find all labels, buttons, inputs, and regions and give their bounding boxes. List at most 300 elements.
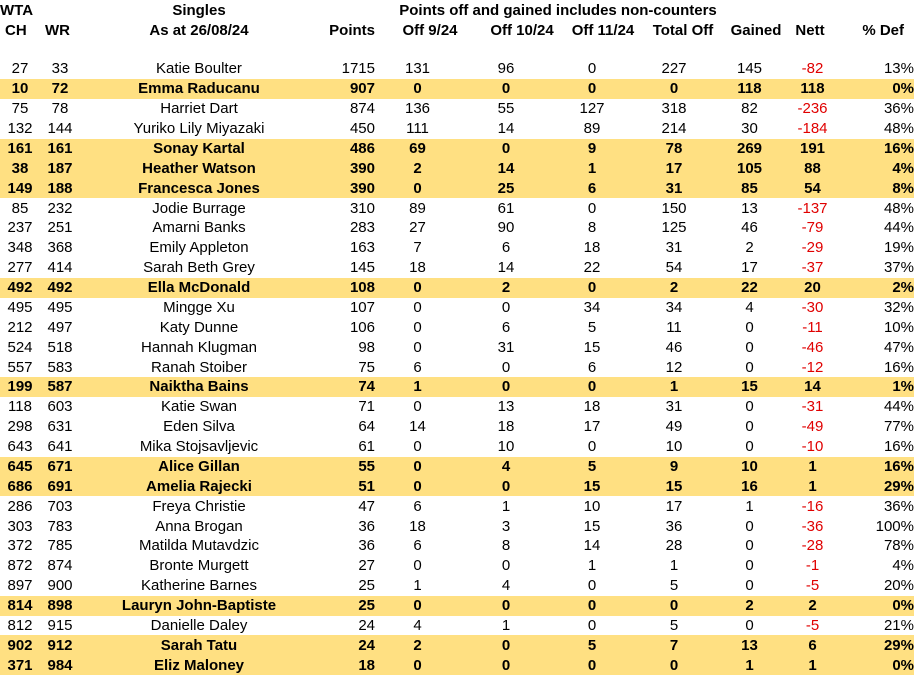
ch-cell: 38	[0, 158, 40, 178]
table-row	[0, 139, 914, 159]
points-cell: 24	[318, 635, 375, 655]
off-10-24-cell: 13	[497, 398, 515, 416]
player-name: Katie Swan	[161, 398, 237, 416]
table-row	[0, 99, 914, 119]
table-row	[0, 536, 914, 556]
player-name: Harriet Dart	[160, 100, 238, 118]
nett-cell: 20	[783, 278, 842, 298]
nett-cell: 118	[783, 79, 842, 99]
off-11-24-cell: 0	[552, 596, 632, 616]
off-9-24-cell: 0	[413, 318, 422, 336]
off-11-24-cell: 34	[583, 298, 601, 316]
off-9-24-cell: 0	[375, 79, 460, 99]
pct-def-cell: 29%	[842, 476, 914, 496]
off-11-24-cell: 0	[587, 616, 597, 634]
gained-cell: 0	[745, 318, 754, 336]
points-cell: 390	[318, 178, 375, 198]
pct-def-cell: 48%	[883, 199, 914, 217]
pct-def-cell: 20%	[883, 577, 914, 595]
gained-cell: 15	[716, 377, 783, 397]
off-10-24-cell: 6	[501, 318, 511, 336]
player-name: Hannah Klugman	[141, 338, 257, 356]
off-9-24-cell: 18	[409, 259, 426, 277]
nett-cell: -28	[801, 537, 824, 555]
pct-def-cell: 16%	[842, 139, 914, 159]
off-11-24-cell: 9	[552, 139, 632, 159]
off-11-24-cell: 14	[583, 537, 601, 555]
player-name: Naiktha Bains	[80, 377, 318, 397]
ch-cell: 872	[7, 557, 33, 575]
table-row	[0, 178, 914, 198]
player-name: Mingge Xu	[163, 298, 235, 316]
ch-cell: 348	[7, 239, 33, 257]
wr-cell: 518	[47, 338, 73, 356]
header-wr: WR	[45, 22, 70, 39]
table-row	[0, 218, 914, 238]
off-9-24-cell: 27	[409, 219, 426, 237]
off-11-24-cell: 1	[587, 557, 597, 575]
points-cell: 98	[358, 338, 375, 356]
nett-cell: -29	[801, 239, 824, 257]
total-off-cell: 5	[669, 577, 679, 595]
points-cell: 47	[358, 497, 375, 515]
off-11-24-cell: 5	[552, 457, 632, 477]
table-row	[0, 79, 914, 99]
pct-def-cell: 19%	[883, 239, 914, 257]
off-10-24-cell: 18	[497, 418, 515, 436]
off-9-24-cell: 6	[413, 497, 422, 515]
wr-cell: 583	[47, 358, 73, 376]
header-pct-def: % Def	[862, 22, 904, 39]
total-off-cell: 46	[665, 338, 683, 356]
off-10-24-cell: 0	[460, 635, 552, 655]
ch-cell: 495	[7, 298, 33, 316]
off-10-24-cell: 10	[497, 438, 515, 456]
off-10-24-cell: 2	[460, 278, 552, 298]
off-10-24-cell: 3	[501, 517, 511, 535]
points-cell: 107	[349, 298, 375, 316]
points-cell: 64	[358, 418, 375, 436]
table-row	[0, 238, 914, 258]
off-10-24-cell: 90	[497, 219, 515, 237]
table-row	[0, 357, 914, 377]
off-11-24-cell: 6	[587, 358, 597, 376]
ch-cell: 10	[0, 79, 40, 99]
ch-cell: 118	[8, 398, 32, 416]
points-cell: 75	[358, 358, 375, 376]
off-10-24-cell: 0	[460, 79, 552, 99]
gained-cell: 4	[745, 298, 754, 316]
player-name: Emily Appleton	[149, 239, 249, 257]
points-cell: 36	[358, 517, 375, 535]
header-gained: Gained	[730, 22, 782, 39]
wr-cell: 874	[47, 557, 73, 575]
ch-cell: 85	[11, 199, 29, 217]
off-9-24-cell: 0	[375, 457, 460, 477]
ch-cell: 277	[7, 259, 33, 277]
off-11-24-cell: 8	[587, 219, 597, 237]
wr-cell: 898	[40, 596, 80, 616]
points-cell: 24	[358, 616, 375, 634]
nett-cell: 54	[783, 178, 842, 198]
wr-cell: 641	[47, 438, 73, 456]
pct-def-cell: 16%	[883, 438, 914, 456]
player-name: Sarah Beth Grey	[143, 259, 255, 277]
total-off-cell: 5	[669, 616, 679, 634]
table-row	[0, 655, 914, 675]
gained-cell: 1	[716, 655, 783, 675]
wr-cell: 251	[47, 219, 73, 237]
off-11-24-cell: 18	[583, 239, 601, 257]
wr-cell: 368	[47, 239, 73, 257]
ch-cell: 212	[7, 318, 33, 336]
header-off-9-24: Off 9/24	[402, 22, 458, 39]
off-11-24-cell: 0	[587, 577, 597, 595]
wr-cell: 414	[47, 259, 73, 277]
off-11-24-cell: 0	[552, 377, 632, 397]
table-row	[0, 278, 914, 298]
table-row	[0, 616, 914, 636]
table-row	[0, 298, 914, 318]
points-cell: 18	[318, 655, 375, 675]
off-11-24-cell: 0	[587, 60, 597, 78]
off-11-24-cell: 15	[552, 476, 632, 496]
off-10-24-cell: 0	[460, 655, 552, 675]
wr-cell: 587	[40, 377, 80, 397]
gained-cell: 0	[745, 517, 754, 535]
header-ch: CH	[5, 22, 27, 39]
off-10-24-cell: 0	[501, 298, 511, 316]
total-off-cell: 54	[665, 259, 683, 277]
points-cell: 450	[349, 120, 375, 138]
total-off-cell: 10	[665, 438, 683, 456]
player-name: Mika Stojsavljevic	[139, 438, 259, 456]
gained-cell: 10	[716, 457, 783, 477]
nett-cell: -46	[801, 338, 824, 356]
gained-cell: 30	[741, 120, 758, 138]
total-off-cell: 125	[661, 219, 687, 237]
total-off-cell: 0	[632, 596, 716, 616]
wr-cell: 785	[47, 537, 73, 555]
header-off-11-24: Off 11/24	[571, 22, 635, 39]
table-row	[0, 337, 914, 357]
nett-cell: -49	[801, 418, 824, 436]
gained-cell: 269	[716, 139, 783, 159]
pct-def-cell: 2%	[842, 278, 914, 298]
table-row	[0, 635, 914, 655]
off-10-24-cell: 6	[501, 239, 511, 257]
rankings-rows	[0, 59, 914, 675]
gained-cell: 2	[745, 239, 754, 257]
off-11-24-cell: 15	[583, 517, 601, 535]
player-name: Eden Silva	[163, 418, 235, 436]
ch-cell: 524	[7, 338, 33, 356]
ch-cell: 902	[0, 635, 40, 655]
pct-def-cell: 21%	[883, 616, 914, 634]
off-11-24-cell: 5	[587, 318, 597, 336]
player-name: Heather Watson	[80, 158, 318, 178]
nett-cell: -79	[801, 219, 824, 237]
player-name: Amelia Rajecki	[80, 476, 318, 496]
gained-cell: 0	[745, 358, 754, 376]
pct-def-cell: 4%	[842, 158, 914, 178]
off-10-24-cell: 0	[460, 596, 552, 616]
header-points: Points	[329, 22, 375, 39]
points-cell: 163	[349, 239, 375, 257]
off-10-24-cell: 8	[501, 537, 511, 555]
total-off-cell: 214	[661, 120, 687, 138]
wr-cell: 144	[47, 120, 73, 138]
gained-cell: 0	[745, 398, 754, 416]
off-11-24-cell: 0	[552, 278, 632, 298]
pct-def-cell: 37%	[883, 259, 914, 277]
gained-cell: 0	[745, 438, 754, 456]
points-cell: 36	[358, 537, 375, 555]
pct-def-cell: 36%	[883, 497, 914, 515]
pct-def-cell: 44%	[883, 219, 914, 237]
gained-cell: 0	[745, 338, 754, 356]
gained-cell: 145	[736, 60, 763, 78]
player-name: Lauryn John-Baptiste	[80, 596, 318, 616]
table-row	[0, 437, 914, 457]
gained-cell: 0	[745, 557, 754, 575]
points-cell: 283	[349, 219, 375, 237]
table-row	[0, 417, 914, 437]
off-10-24-cell: 0	[501, 358, 511, 376]
off-10-24-cell: 4	[460, 457, 552, 477]
ch-cell: 199	[0, 377, 40, 397]
off-9-24-cell: 0	[413, 557, 422, 575]
wr-cell: 603	[47, 398, 73, 416]
wr-cell: 915	[47, 616, 73, 634]
total-off-cell: 1	[669, 557, 679, 575]
total-off-cell: 1	[632, 377, 716, 397]
gained-cell: 13	[716, 635, 783, 655]
points-cell: 25	[318, 596, 375, 616]
nett-cell: -30	[801, 298, 824, 316]
table-row	[0, 158, 914, 178]
nett-cell: -37	[801, 259, 824, 277]
off-10-24-cell: 4	[501, 577, 511, 595]
ch-cell: 645	[0, 457, 40, 477]
points-cell: 55	[318, 457, 375, 477]
off-10-24-cell: 55	[497, 100, 515, 118]
off-11-24-cell: 0	[552, 655, 632, 675]
player-name: Eliz Maloney	[80, 655, 318, 675]
off-10-24-cell: 61	[497, 199, 515, 217]
player-name: Katie Boulter	[156, 60, 242, 78]
wr-cell: 161	[40, 139, 80, 159]
off-9-24-cell: 1	[413, 577, 422, 595]
points-cell: 71	[358, 398, 375, 416]
off-10-24-cell: 0	[460, 139, 552, 159]
off-9-24-cell: 6	[413, 537, 422, 555]
table-row	[0, 198, 914, 218]
ch-cell: 812	[7, 616, 33, 634]
off-10-24-cell: 14	[460, 158, 552, 178]
off-10-24-cell: 25	[460, 178, 552, 198]
off-10-24-cell: 0	[501, 557, 511, 575]
player-name: Danielle Daley	[150, 616, 248, 634]
nett-cell: -5	[805, 577, 820, 595]
ch-cell: 557	[7, 358, 33, 376]
wr-cell: 691	[40, 476, 80, 496]
rankings-table	[0, 59, 914, 675]
off-11-24-cell: 127	[579, 100, 605, 118]
total-off-cell: 9	[632, 457, 716, 477]
nett-cell: -36	[801, 517, 824, 535]
ch-cell: 897	[7, 577, 33, 595]
player-name: Sarah Tatu	[80, 635, 318, 655]
table-row	[0, 596, 914, 616]
gained-cell: 13	[741, 199, 758, 217]
points-cell: 310	[349, 199, 375, 217]
table-row	[0, 516, 914, 536]
total-off-cell: 17	[632, 158, 716, 178]
off-9-24-cell: 89	[409, 199, 426, 217]
off-11-24-cell: 10	[583, 497, 601, 515]
wr-cell: 72	[40, 79, 80, 99]
pct-def-cell: 16%	[842, 457, 914, 477]
nett-cell: -184	[797, 120, 828, 138]
off-11-24-cell: 0	[587, 199, 597, 217]
gained-cell: 0	[745, 537, 754, 555]
ch-cell: 814	[0, 596, 40, 616]
points-cell: 145	[349, 259, 375, 277]
gained-cell: 82	[741, 100, 758, 118]
gained-cell: 118	[716, 79, 783, 99]
player-name: Jodie Burrage	[152, 199, 246, 217]
nett-cell: 1	[783, 655, 842, 675]
off-10-24-cell: 14	[497, 259, 515, 277]
player-name: Katherine Barnes	[141, 577, 257, 595]
total-off-cell: 36	[665, 517, 683, 535]
off-11-24-cell: 15	[583, 338, 601, 356]
nett-cell: 1	[783, 457, 842, 477]
nett-cell: -5	[805, 616, 820, 634]
player-name: Amarni Banks	[152, 219, 246, 237]
pct-def-cell: 29%	[842, 635, 914, 655]
off-9-24-cell: 0	[413, 398, 422, 416]
gained-cell: 46	[741, 219, 758, 237]
points-cell: 25	[358, 577, 375, 595]
total-off-cell: 31	[665, 398, 683, 416]
header-as-at: As at 26/08/24	[149, 22, 249, 39]
pct-def-cell: 16%	[883, 358, 914, 376]
total-off-cell: 17	[665, 497, 683, 515]
wr-cell: 492	[40, 278, 80, 298]
off-9-24-cell: 4	[413, 616, 422, 634]
pct-def-cell: 32%	[883, 298, 914, 316]
off-10-24-cell: 1	[501, 497, 511, 515]
off-10-24-cell: 14	[497, 120, 515, 138]
total-off-cell: 150	[661, 199, 687, 217]
points-cell: 106	[349, 318, 375, 336]
gained-cell: 0	[745, 616, 754, 634]
nett-cell: -16	[801, 497, 824, 515]
off-9-24-cell: 0	[413, 438, 422, 456]
off-11-24-cell: 18	[583, 398, 601, 416]
wr-cell: 912	[40, 635, 80, 655]
wr-cell: 984	[40, 655, 80, 675]
nett-cell: -10	[801, 438, 824, 456]
player-name: Emma Raducanu	[80, 79, 318, 99]
ch-cell: 372	[7, 537, 33, 555]
ch-cell: 132	[7, 120, 33, 138]
header-wta: WTA	[0, 2, 34, 19]
wr-cell: 232	[47, 199, 73, 217]
pct-def-cell: 0%	[842, 79, 914, 99]
off-10-24-cell: 0	[460, 377, 552, 397]
player-name: Alice Gillan	[80, 457, 318, 477]
table-row	[0, 476, 914, 496]
gained-cell: 1	[745, 497, 754, 515]
nett-cell: -31	[801, 398, 824, 416]
wr-cell: 188	[40, 178, 80, 198]
gained-cell: 17	[741, 259, 758, 277]
off-9-24-cell: 0	[375, 278, 460, 298]
total-off-cell: 28	[665, 537, 683, 555]
nett-cell: -137	[797, 199, 828, 217]
pct-def-cell: 0%	[842, 655, 914, 675]
off-9-24-cell: 1	[375, 377, 460, 397]
nett-cell: 14	[783, 377, 842, 397]
nett-cell: 2	[783, 596, 842, 616]
off-9-24-cell: 2	[375, 635, 460, 655]
off-10-24-cell: 96	[497, 60, 515, 78]
off-9-24-cell: 0	[375, 476, 460, 496]
pct-def-cell: 10%	[883, 318, 914, 336]
off-11-24-cell: 0	[552, 79, 632, 99]
table-row	[0, 457, 914, 477]
ch-cell: 492	[0, 278, 40, 298]
pct-def-cell: 47%	[883, 338, 914, 356]
wr-cell: 783	[47, 517, 73, 535]
points-cell: 61	[358, 438, 375, 456]
total-off-cell: 31	[632, 178, 716, 198]
points-cell: 390	[318, 158, 375, 178]
total-off-cell: 11	[666, 318, 682, 336]
points-cell: 27	[358, 557, 375, 575]
header-off-10-24: Off 10/24	[490, 22, 554, 39]
nett-cell: 1	[783, 476, 842, 496]
nett-cell: -82	[801, 60, 824, 78]
pct-def-cell: 44%	[883, 398, 914, 416]
ch-cell: 75	[11, 100, 29, 118]
points-cell: 1715	[341, 60, 375, 78]
ch-cell: 371	[0, 655, 40, 675]
player-name: Bronte Murgett	[149, 557, 249, 575]
off-11-24-cell: 1	[552, 158, 632, 178]
points-cell: 108	[318, 278, 375, 298]
off-9-24-cell: 6	[413, 358, 422, 376]
ch-cell: 286	[7, 497, 33, 515]
off-9-24-cell: 0	[413, 298, 422, 316]
nett-cell: 88	[783, 158, 842, 178]
off-11-24-cell: 22	[583, 259, 601, 277]
nett-cell: -12	[801, 358, 824, 376]
nett-cell: -1	[805, 557, 820, 575]
off-9-24-cell: 0	[375, 596, 460, 616]
total-off-cell: 0	[632, 655, 716, 675]
wr-cell: 497	[47, 318, 73, 336]
off-9-24-cell: 2	[375, 158, 460, 178]
ch-cell: 237	[7, 219, 33, 237]
total-off-cell: 34	[665, 298, 683, 316]
table-row	[0, 119, 914, 139]
off-9-24-cell: 69	[375, 139, 460, 159]
ch-cell: 686	[0, 476, 40, 496]
